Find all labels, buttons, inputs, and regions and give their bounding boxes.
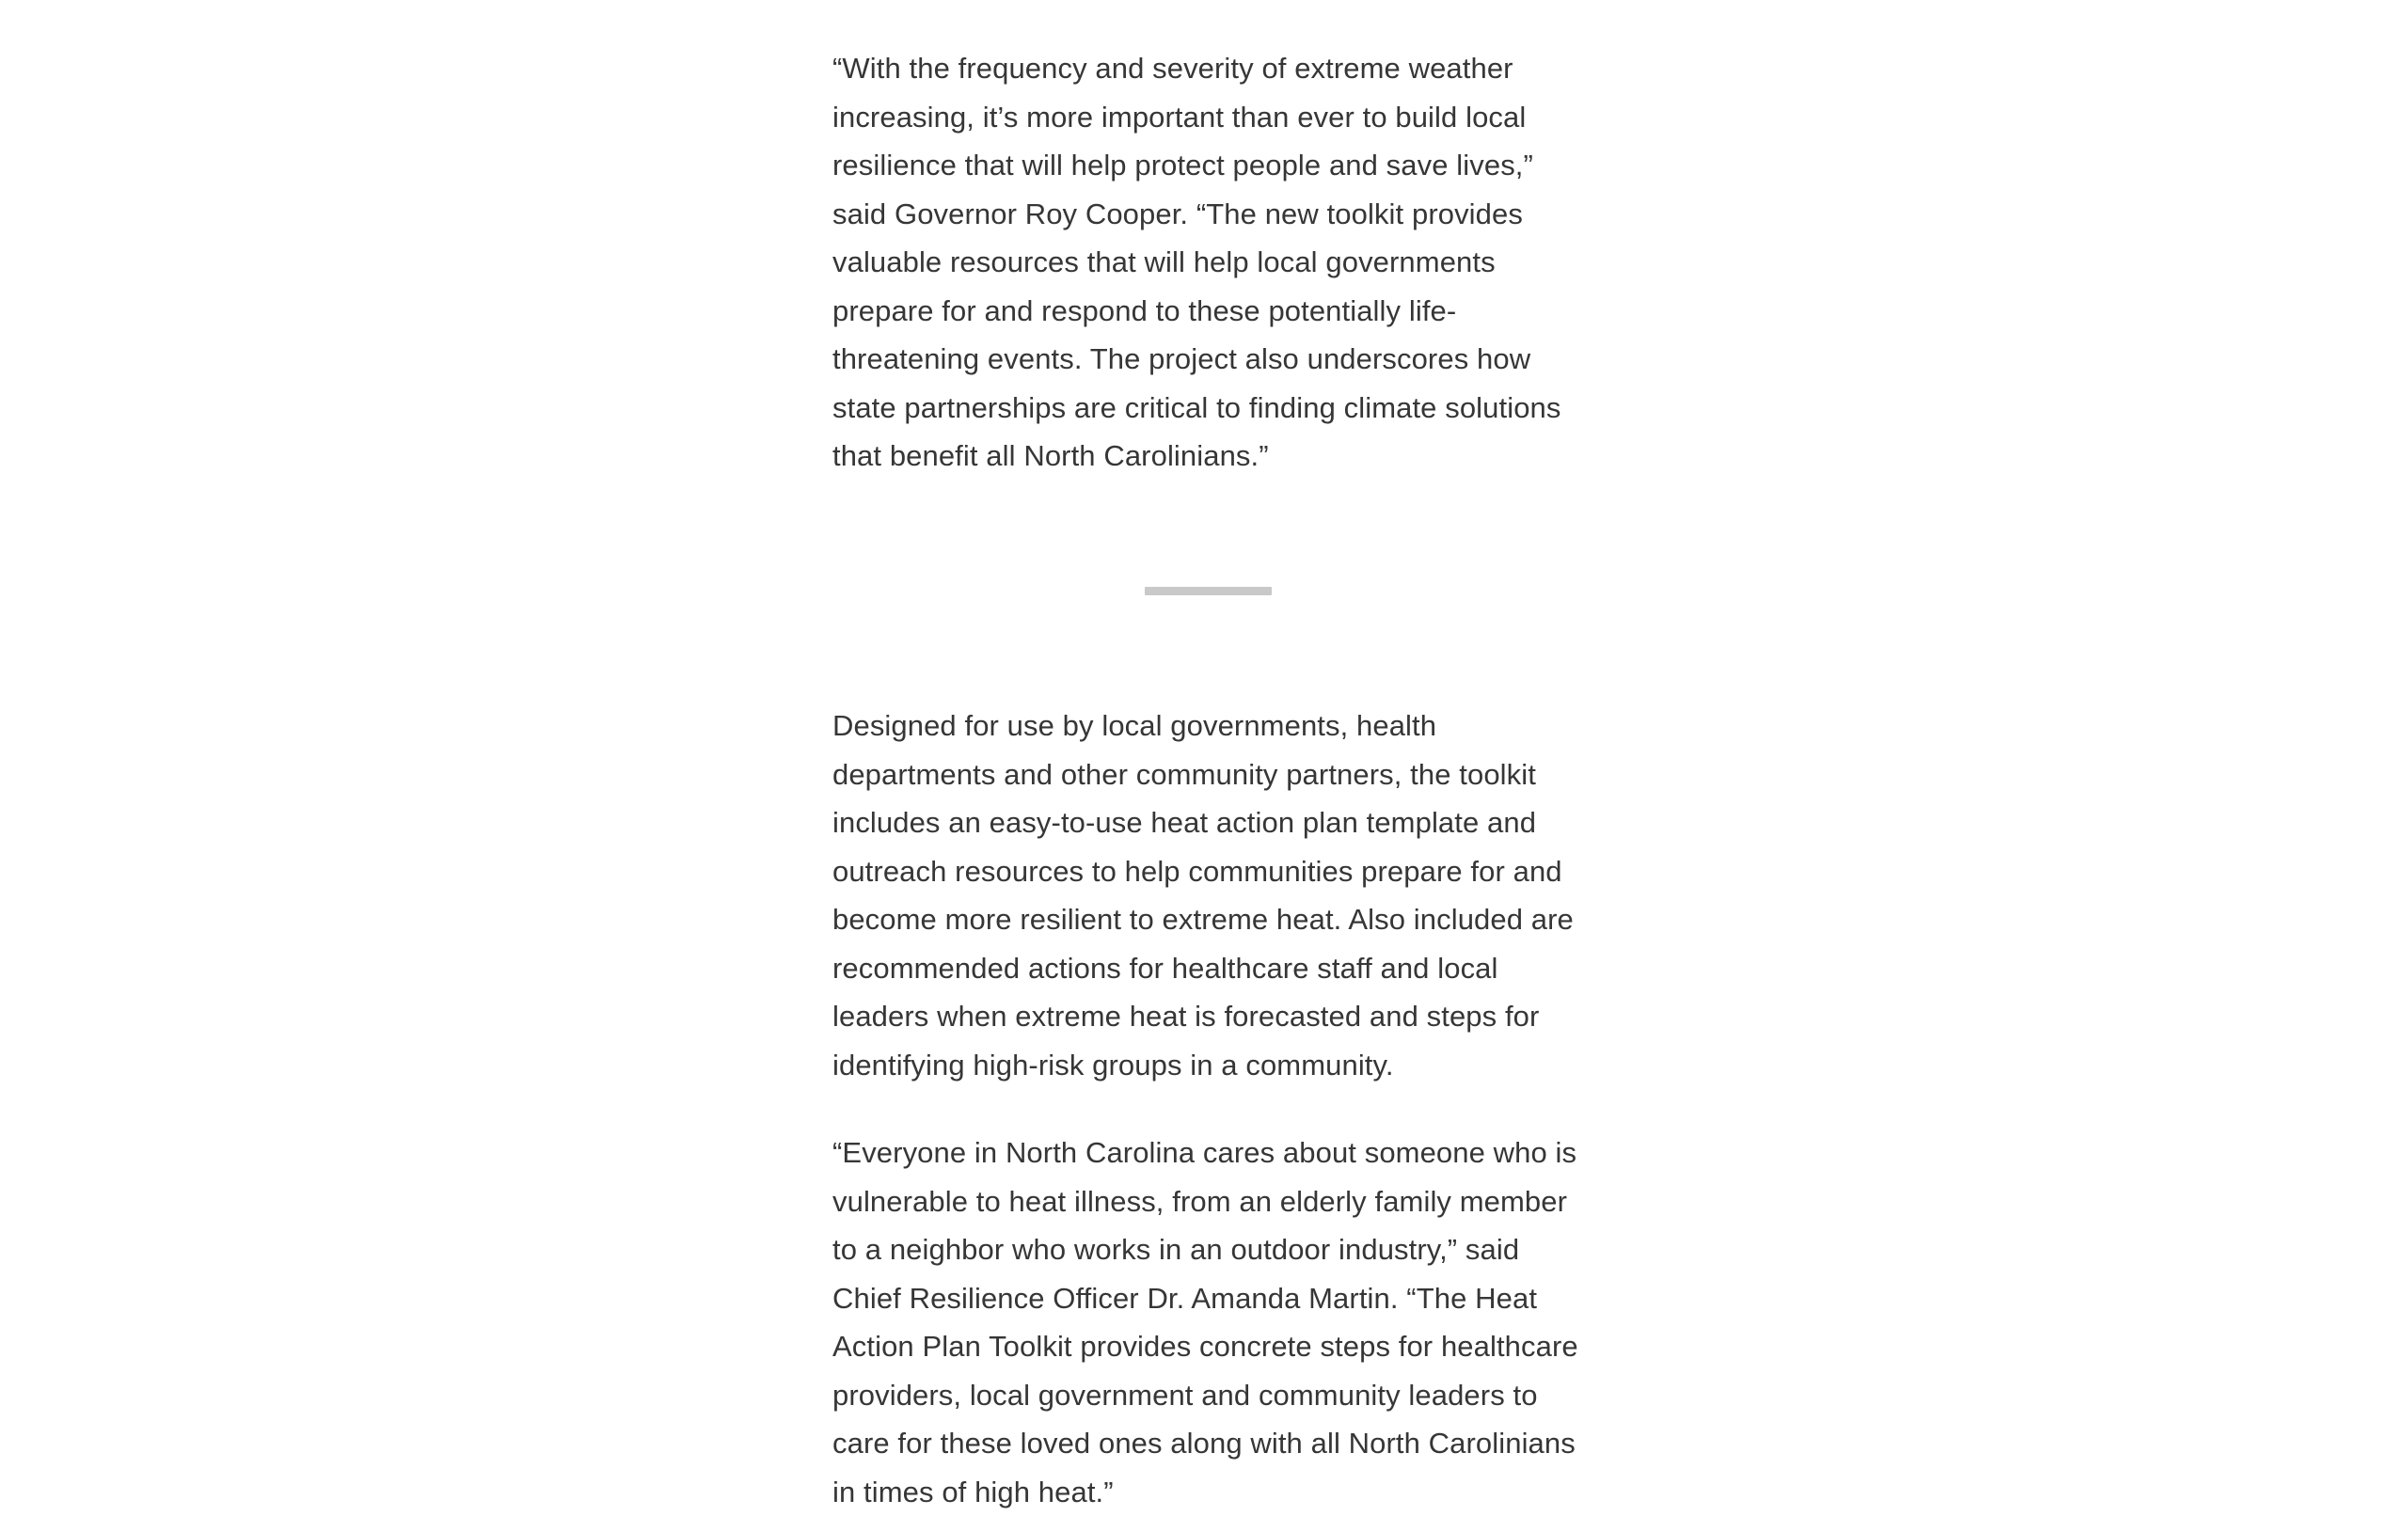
toolkit-description-paragraph: Designed for use by local governments, health departments and other community partners, the toolkit includes an easy-to-use heat action plan template and outreach resources to help communities prepare for and become more resilient to extreme heat. Also included are recommended actions for healthcare staff and local leaders when extreme heat is forecasted and steps for identifying high-risk groups in a community.: [832, 709, 1574, 1082]
quote-paragraph-resilience-officer: “Everyone in North Carolina cares about someone who is vulnerable to heat illness, from an elderly family member to a neighbor who works in an outdoor industry,” said Chief Resilience Officer Dr. Amanda Martin. “The Heat Action Plan Toolkit provides concrete steps for healthcare providers, local government and community leaders to care for these loved ones along with all North Carolinians in times of high heat.”: [832, 1136, 1578, 1508]
section-divider: [1145, 587, 1272, 595]
quote-paragraph-governor: “With the frequency and severity of extreme weather increasing, it’s more important than ever to build local resilience that will help protect people and save lives,” said Governor Roy Cooper. “The new toolkit provides valuable resources that will help local governments prepare for and respond to these potentially life-threatening events. The project also underscores how state partnerships are critical to finding climate solutions that benefit all North Carolinians.”: [832, 52, 1561, 472]
